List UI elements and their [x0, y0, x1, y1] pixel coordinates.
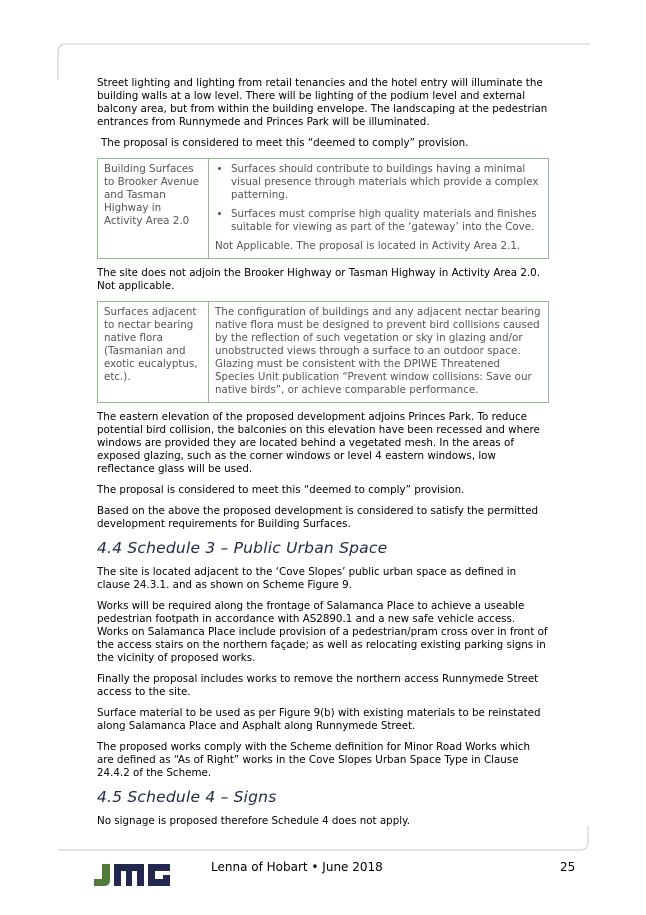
paragraph-cove-slopes: The site is located adjacent to the ‘Cove Slopes’ public urban space as defined in clause 24.3.1. and as shown on Scheme Figure 9.	[97, 566, 517, 591]
paragraph-runnymede-access: Finally the proposal includes works to remove the northern access Runnymede Street access to the site.	[97, 673, 539, 698]
table1-bullet-2: • Surfaces must comprise high quality materials and finishes suitable for viewing as part of the ‘gateway’ into the Cove.	[231, 208, 542, 234]
paragraph-bird-collision: The eastern elevation of the proposed development adjoins Princes Park. To reduce potential bird collision, the balconies on this elevation have been recessed and where windows are provided they are located behind a vegetated mesh. In the areas of exposed glazing, such as the corner windows or level 4 eastern windows, low reflectance glass will be used.	[97, 411, 540, 475]
table2-content: The configuration of buildings and any adjacent nectar bearing native flora must be designed to prevent bird collisions caused by the reflection of such vegetation or sky in glazing and/or unobstructed views through a surface to an outdoor space. Glazing must be consistent with the DPIWE Threatened Species Unit publication “Prevent window collisions: Save our native birds”, or achieve comparable performance.	[209, 302, 549, 403]
building-surfaces-table	[97, 158, 549, 259]
footer-title: Lenna of Hobart • June 2018	[211, 860, 383, 874]
table1-content	[209, 159, 549, 259]
jmg-logo	[92, 864, 176, 886]
paragraph-minor-road-works: The proposed works comply with the Scheme definition for Minor Road Works which are defined as “As of Right” works in the Cove Slopes Urban Space Type in Clause 24.4.2 of the Scheme.	[97, 741, 530, 779]
paragraph-deemed-comply-1: The proposal is considered to meet this “deemed to comply” provision.	[101, 137, 469, 149]
nectar-flora-table	[97, 301, 549, 403]
page-body	[97, 77, 549, 836]
paragraph-building-surfaces-summary: Based on the above the proposed development is considered to satisfy the permitted development requirements for Building Surfaces.	[97, 505, 539, 530]
page-number: 25	[560, 860, 576, 874]
paragraph-deemed-comply-2: The proposal is considered to meet this “deemed to comply” provision.	[97, 484, 465, 496]
paragraph-not-applicable: The site does not adjoin the Brooker Highway or Tasman Highway in Activity Area 2.0. Not applicable.	[97, 267, 540, 292]
table1-note: Not Applicable. The proposal is located in Activity Area 2.1.	[215, 240, 521, 252]
table1-label: Building Surfaces to Brooker Avenue and Tasman Highway in Activity Area 2.0	[98, 159, 209, 259]
paragraph-no-signage: No signage is proposed therefore Schedule 4 does not apply.	[97, 815, 410, 827]
table2-label: Surfaces adjacent to nectar bearing native flora (Tasmanian and exotic eucalyptus, etc.).	[98, 302, 209, 403]
heading-schedule-3: 4.4 Schedule 3 – Public Urban Space	[97, 539, 388, 557]
heading-schedule-4: 4.5 Schedule 4 – Signs	[97, 788, 277, 806]
paragraph-salamanca-works: Works will be required along the frontage of Salamanca Place to achieve a useable pedestrian footpath in accordance with AS2890.1 and a new safe vehicle access. Works on Salamanca Place include provision of a pedestrian/pram cross over in front of the access stairs on the northern façade; as well as relocating existing parking signs in the vicinity of proposed works.	[97, 600, 548, 664]
table1-bullet-1: • Surfaces should contribute to buildings having a minimal visual presence through materials which provide a complex patterning.	[231, 163, 542, 202]
paragraph-lighting: Street lighting and lighting from retail tenancies and the hotel entry will illuminate the building walls at a low level. There will be lighting of the podium level and external balcony area, but from within the building envelope. The landscaping at the pedestrian entrances from Runnymede and Princes Park will be illuminated.	[97, 77, 548, 128]
paragraph-surface-material: Surface material to be used as per Figure 9(b) with existing materials to be reinstated along Salamanca Place and Asphalt along Runnymede Street.	[97, 707, 541, 732]
